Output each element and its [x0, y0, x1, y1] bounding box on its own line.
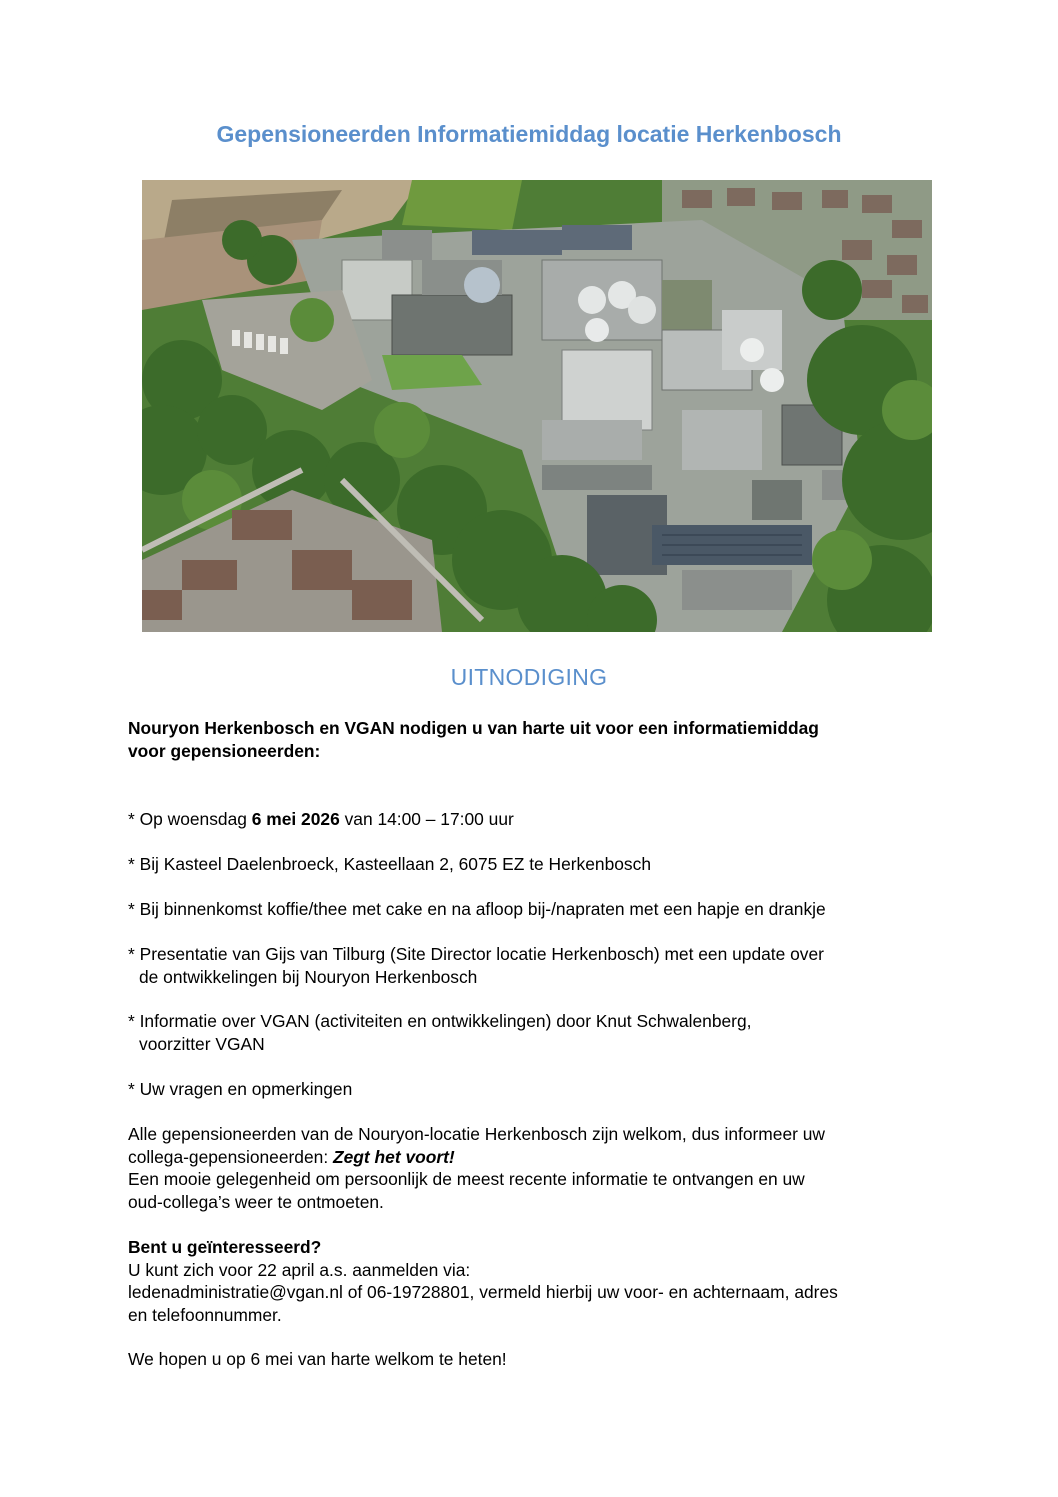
- welcome-line-1: Alle gepensioneerden van de Nouryon-locatie Herkenbosch zijn welkom, dus informeer uw: [128, 1124, 825, 1144]
- welcome-line-2-text: collega-gepensioneerden:: [128, 1146, 333, 1167]
- coffee-item: * Bij binnenkomst koffie/thee met cake en na afloop bij-/napraten met een hapje en drankje: [128, 899, 826, 919]
- register-line-1: U kunt zich voor 22 april a.s. aanmelden via:: [128, 1259, 471, 1280]
- date-time: van 14:00 – 17:00 uur: [339, 809, 514, 829]
- aerial-industrial-site-image: [142, 180, 932, 632]
- date-value: 6 mei 2026: [251, 809, 340, 829]
- intro-line-1: Nouryon Herkenbosch en VGAN nodigen u van harte uit voor een informatiemiddag: [128, 718, 819, 738]
- intro-line-2: voor gepensioneerden:: [128, 740, 321, 761]
- welcome-line-3: Een mooie gelegenheid om persoonlijk de meest recente informatie te ontvangen en uw: [128, 1169, 805, 1189]
- vgan-line-2: voorzitter VGAN: [139, 1033, 265, 1054]
- presentation-line-1: * Presentatie van Gijs van Tilburg (Site Director locatie Herkenbosch) met een update over: [128, 944, 824, 964]
- welcome-line-2: [128, 1146, 938, 1169]
- vgan-line-1: * Informatie over VGAN (activiteiten en ontwikkelingen) door Knut Schwalenberg,: [128, 1011, 752, 1031]
- invitation-heading: UITNODIGING: [450, 664, 608, 690]
- vgan-item: [128, 1010, 938, 1055]
- date-item: [128, 808, 938, 831]
- welcome-line-4: oud-collega’s weer te ontmoeten.: [128, 1191, 384, 1212]
- welcome-emphasis: Zegt het voort!: [332, 1146, 455, 1167]
- presentation-item: [128, 943, 938, 988]
- presentation-line-2: de ontwikkelingen bij Nouryon Herkenbosch: [139, 966, 478, 987]
- intro-paragraph: [128, 717, 938, 762]
- register-line-3: en telefoonnummer.: [128, 1304, 282, 1325]
- register-line-2: ledenadministratie@vgan.nl of 06-19728801, vermeld hierbij uw voor- en achternaam, adres: [128, 1282, 838, 1302]
- register-heading: Bent u geïnteresseerd?: [128, 1237, 322, 1257]
- location-item: * Bij Kasteel Daelenbroeck, Kasteellaan 2, 6075 EZ te Herkenbosch: [128, 854, 651, 874]
- date-prefix: * Op woensdag: [128, 809, 252, 829]
- register-paragraph: [128, 1236, 938, 1326]
- questions-item: * Uw vragen en opmerkingen: [128, 1079, 353, 1099]
- page-title: Gepensioneerden Informatiemiddag locatie Herkenbosch: [216, 121, 842, 147]
- welcome-paragraph: [128, 1123, 938, 1213]
- closing-line: We hopen u op 6 mei van harte welkom te heten!: [128, 1349, 507, 1369]
